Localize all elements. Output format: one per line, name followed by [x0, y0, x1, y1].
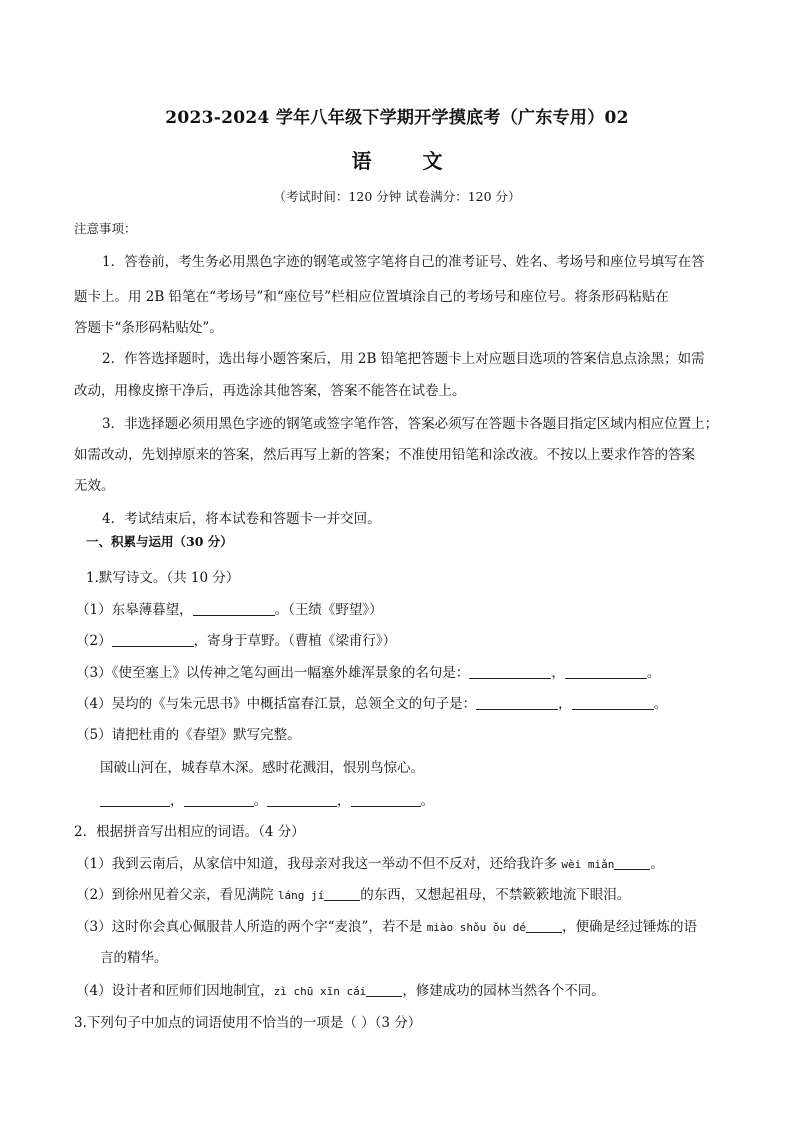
question-3-stem: 3.下列句子中加点的词语使用不恰当的一项是（ ）（3 分）	[74, 1015, 422, 1031]
q2-s4-after: ，修建成功的园林当然各个不同。	[402, 983, 605, 999]
notice-item-2-line-1: 2．作答选择题时，选出每小题答案后，用 2B 铅笔把答题卡上对应题目选项的答案信息点涂黑；如需	[102, 351, 705, 367]
period: 。	[253, 793, 267, 809]
question-2-stem: 2．根据拼音写出相应的词语。（4 分）	[74, 824, 305, 840]
answer-blank[interactable]	[193, 602, 275, 617]
question-2-sentence-3-continued: 言的精华。	[100, 950, 168, 966]
question-2-sentence-4	[76, 979, 605, 999]
pinyin-prompt: miào shǒu ǒu dé	[426, 921, 527, 934]
notice-item-1-line-3: 答题卡“条形码粘贴处”。	[74, 320, 223, 336]
notice-item-3-line-3: 无效。	[74, 478, 115, 494]
question-1-part-2	[76, 629, 396, 649]
answer-blank[interactable]	[112, 633, 194, 648]
q1-p2-prefix: （2）	[76, 633, 112, 649]
question-2-sentence-3	[76, 915, 697, 935]
answer-blank[interactable]	[572, 696, 654, 711]
answer-blank[interactable]	[267, 793, 337, 808]
poem-line: 国破山河在，城春草木深。感时花溅泪，恨别鸟惊心。	[100, 760, 424, 776]
notice-item-4: 4．考试结束后，将本试卷和答题卡一并交回。	[102, 511, 381, 527]
comma: ，	[551, 665, 565, 681]
answer-blank[interactable]	[614, 856, 650, 871]
question-1-part-3	[76, 661, 660, 681]
notice-item-3-line-1: 3．非选择题必须用黑色字迹的钢笔或签字笔作答，答案必须写在答题卡各题目指定区域内相应位置上；	[102, 416, 719, 432]
answer-blank[interactable]	[366, 983, 402, 998]
answer-blank[interactable]	[526, 919, 562, 934]
answer-blank[interactable]	[324, 887, 360, 902]
q2-s3-text: （3）这时你会真心佩服昔人所造的两个字“麦浪”，若不是	[76, 919, 427, 935]
period: 。	[646, 665, 661, 681]
notice-item-1-line-2: 题卡上。用 2B 铅笔在“考场号”和“座位号”栏相应位置填涂自己的考场号和座位号。将条形码粘贴在	[74, 289, 669, 305]
q2-s3-after: ，便确是经过锤炼的语	[562, 919, 698, 935]
q1-p3-prefix: （3）《使至塞上》以传神之笔勾画出一幅塞外雄浑景象的名句是：	[76, 665, 470, 681]
q1-p1-prefix: （1）东皋薄暮望，	[76, 602, 193, 618]
notice-item-3-line-2: 如需改动，先划掉原来的答案，然后再写上新的答案；不准使用铅笔和涂改液。不按以上要求作答的答案	[74, 447, 695, 463]
answer-blank[interactable]	[184, 793, 254, 808]
q1-p1-suffix: 。（王绩《野望》）	[274, 602, 383, 618]
notice-item-2-line-2: 改动，用橡皮擦干净后，再选涂其他答案，答案不能答在试卷上。	[74, 383, 466, 399]
exam-title: 2023-2024 学年八年级下学期开学摸底考（广东专用）02	[165, 108, 629, 128]
q2-s2-after: 的东西，又想起祖母，不禁簌簌地流下眼泪。	[360, 887, 631, 903]
comma: ，	[170, 793, 184, 809]
q2-s2-text: （2）到徐州见着父亲，看见满院	[76, 887, 278, 903]
question-1-part-5: （5）请把杜甫的《春望》默写完整。	[76, 727, 301, 743]
answer-blank[interactable]	[469, 665, 551, 680]
section-1-heading: 一、积累与运用（30 分）	[86, 534, 233, 549]
answer-blank[interactable]	[565, 665, 647, 680]
comma: ，	[337, 793, 351, 809]
pinyin-prompt: wèi miǎn	[561, 858, 615, 871]
question-2-sentence-2	[76, 883, 630, 903]
exam-info: （考试时间：120 分钟 试卷满分：120 分）	[273, 189, 521, 204]
period: 。	[653, 696, 668, 712]
notice-heading: 注意事项：	[74, 221, 137, 236]
question-1-part-1	[76, 598, 383, 618]
period: 。	[420, 793, 434, 809]
q2-s4-text: （4）设计者和匠师们因地制宜，	[76, 983, 274, 999]
notice-item-1-line-1: 1．答卷前，考生务必用黑色字迹的钢笔或签字笔将自己的准考证号、姓名、考场号和座位号填写在答	[102, 254, 705, 270]
answer-blank[interactable]	[476, 696, 558, 711]
answer-blank[interactable]	[100, 793, 170, 808]
pinyin-prompt: láng jí	[277, 889, 325, 902]
question-1-stem: 1.默写诗文。（共 10 分）	[86, 570, 240, 586]
poem-blanks-line	[100, 789, 434, 809]
answer-blank[interactable]	[351, 793, 421, 808]
q2-s1-text: （1）我到云南后，从家信中知道，我母亲对我这一举动不但不反对，还给我许多	[76, 856, 562, 872]
pinyin-prompt: zì chū xīn cái	[273, 985, 367, 998]
period: 。	[650, 856, 664, 872]
subject-title: 语 文	[351, 149, 465, 173]
q1-p4-prefix: （4）吴均的《与朱元思书》中概括富春江景，总领全文的句子是：	[76, 696, 477, 712]
question-1-part-4	[76, 692, 667, 712]
comma: ，	[558, 696, 572, 712]
question-2-sentence-1	[76, 852, 664, 872]
q1-p2-suffix: ，寄身于草野。（曹植《梁甫行》）	[193, 633, 397, 649]
